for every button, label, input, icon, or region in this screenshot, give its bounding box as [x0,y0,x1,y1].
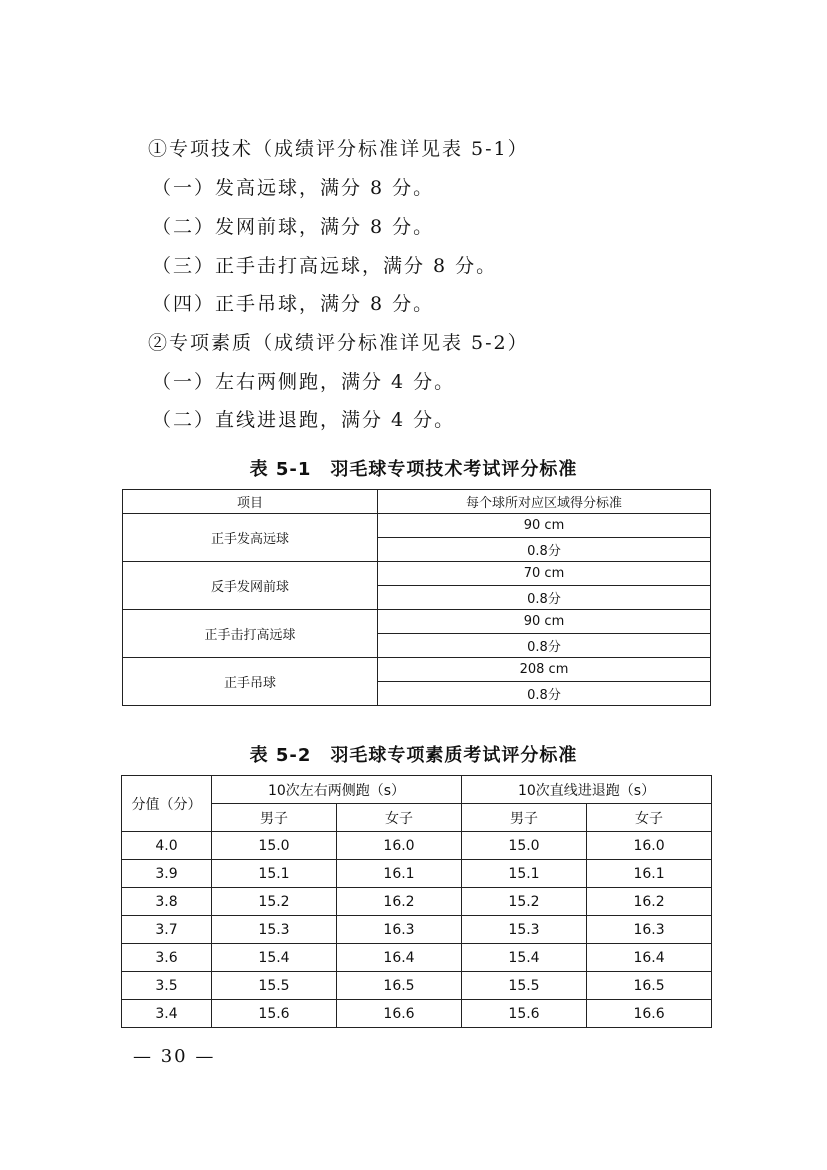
item-cell: 正手吊球 [123,658,378,706]
line-female-time: 16.0 [587,832,712,860]
table-row [122,832,712,860]
fitness-scoring-table [121,775,712,1028]
paragraph-item: （一）左右两侧跑，满分 4 分。 [152,371,456,393]
table-row [123,658,711,682]
paragraph-technique-heading: ①专项技术（成绩评分标准详见表 5-1） [148,138,529,160]
table-row [122,944,712,972]
paragraph-item: （二）直线进退跑，满分 4 分。 [152,409,456,431]
side-female-time: 16.4 [337,944,462,972]
line-male-time: 15.1 [462,860,587,888]
paragraph-item: （三）正手击打高远球，满分 8 分。 [152,255,498,277]
table-row [122,916,712,944]
side-male-time: 15.4 [212,944,337,972]
side-male-time: 15.3 [212,916,337,944]
table-row [123,610,711,634]
side-male-time: 15.5 [212,972,337,1000]
table-row [122,1000,712,1028]
table1-title: 表 5-1 羽毛球专项技术考试评分标准 [249,459,578,480]
side-male-time: 15.2 [212,888,337,916]
table2-title: 表 5-2 羽毛球专项素质考试评分标准 [249,745,578,766]
table-row [123,562,711,586]
score-value: 3.7 [122,916,212,944]
line-female-time: 16.4 [587,944,712,972]
header-score: 分值（分） [122,776,212,832]
side-female-time: 16.5 [337,972,462,1000]
line-female-time: 16.5 [587,972,712,1000]
item-cell: 正手发高远球 [123,514,378,562]
header-male: 男子 [462,804,587,832]
table-row [122,972,712,1000]
table-row [122,860,712,888]
line-female-time: 16.3 [587,916,712,944]
line-female-time: 16.6 [587,1000,712,1028]
line-male-time: 15.2 [462,888,587,916]
score-value: 3.5 [122,972,212,1000]
score-cell: 0.8分 [378,682,711,706]
paragraph-item: （四）正手吊球，满分 8 分。 [152,293,435,315]
table-row [122,888,712,916]
distance-cell: 208 cm [378,658,711,682]
table-header-row [123,490,711,514]
distance-cell: 90 cm [378,610,711,634]
header-male: 男子 [212,804,337,832]
line-male-time: 15.6 [462,1000,587,1028]
side-female-time: 16.3 [337,916,462,944]
header-side-run: 10次左右两侧跑（s） [212,776,462,804]
page-number: — 30 — [133,1046,216,1067]
technique-scoring-table [122,489,711,706]
item-cell: 反手发网前球 [123,562,378,610]
line-male-time: 15.5 [462,972,587,1000]
paragraph-item: （二）发网前球，满分 8 分。 [152,216,435,238]
score-value: 4.0 [122,832,212,860]
distance-cell: 90 cm [378,514,711,538]
score-cell: 0.8分 [378,634,711,658]
table-header-row [122,776,712,804]
line-male-time: 15.4 [462,944,587,972]
header-female: 女子 [587,804,712,832]
score-value: 3.9 [122,860,212,888]
line-male-time: 15.0 [462,832,587,860]
score-value: 3.4 [122,1000,212,1028]
paragraph-fitness-heading: ②专项素质（成绩评分标准详见表 5-2） [148,332,529,354]
line-male-time: 15.3 [462,916,587,944]
side-male-time: 15.1 [212,860,337,888]
side-female-time: 16.0 [337,832,462,860]
header-item: 项目 [123,490,378,514]
score-cell: 0.8分 [378,538,711,562]
line-female-time: 16.2 [587,888,712,916]
paragraph-item: （一）发高远球，满分 8 分。 [152,177,435,199]
side-male-time: 15.6 [212,1000,337,1028]
line-female-time: 16.1 [587,860,712,888]
score-cell: 0.8分 [378,586,711,610]
header-line-run: 10次直线进退跑（s） [462,776,712,804]
distance-cell: 70 cm [378,562,711,586]
header-female: 女子 [337,804,462,832]
side-female-time: 16.6 [337,1000,462,1028]
side-female-time: 16.1 [337,860,462,888]
score-value: 3.6 [122,944,212,972]
side-female-time: 16.2 [337,888,462,916]
score-value: 3.8 [122,888,212,916]
header-standard: 每个球所对应区域得分标准 [378,490,711,514]
side-male-time: 15.0 [212,832,337,860]
item-cell: 正手击打高远球 [123,610,378,658]
table-row [123,514,711,538]
